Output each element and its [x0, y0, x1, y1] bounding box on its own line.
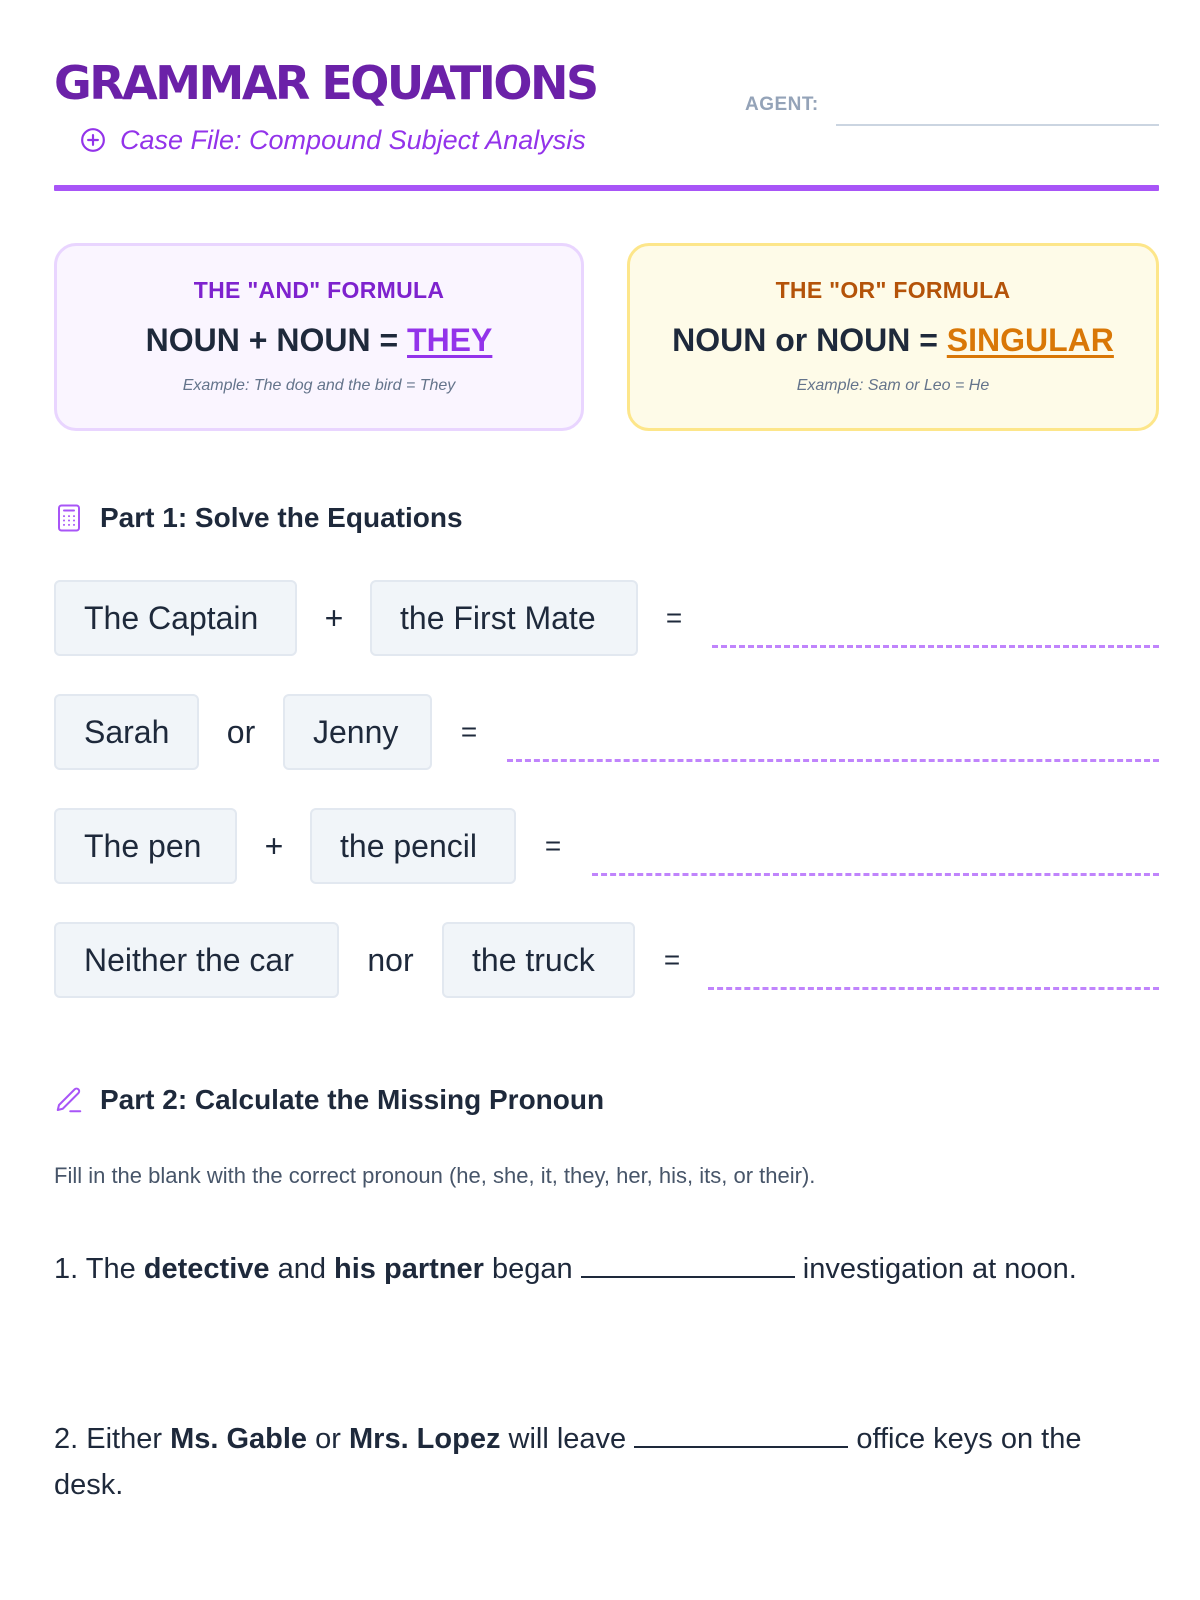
pronoun-blank[interactable] — [634, 1422, 848, 1448]
right-noun-chip: Jenny — [283, 694, 432, 770]
answer-blank[interactable] — [592, 873, 1159, 876]
and-equation-text: NOUN + NOUN = — [145, 322, 408, 358]
agent-label: AGENT: — [745, 94, 819, 115]
part2-heading — [54, 1080, 604, 1120]
header-divider — [54, 185, 1159, 191]
left-noun-chip: Neither the car — [54, 922, 339, 998]
and-formula-answer: THEY — [407, 322, 493, 358]
or-equation-text: NOUN or NOUN = — [672, 322, 947, 358]
question-number: 2. — [54, 1423, 79, 1455]
subject-noun: Mrs. Lopez — [349, 1423, 501, 1455]
pencil-icon — [54, 1085, 84, 1115]
or-operator: or — [226, 714, 256, 750]
right-noun-chip: the pencil — [310, 808, 516, 884]
question-number: 1. — [54, 1253, 79, 1285]
question-text: or — [315, 1423, 341, 1455]
pronoun-blank[interactable] — [581, 1252, 795, 1278]
plus-operator: + — [324, 600, 344, 636]
left-noun-chip: The Captain — [54, 580, 297, 656]
subject-noun: detective — [143, 1253, 270, 1285]
equals-sign: = — [460, 716, 478, 747]
and-formula-card — [54, 243, 584, 431]
part1-heading-text: Part 1: Solve the Equations — [100, 502, 463, 533]
equals-sign: = — [544, 830, 562, 861]
plus-circle-icon — [80, 127, 106, 153]
part1-heading — [54, 498, 463, 538]
or-formula-answer: SINGULAR — [946, 322, 1114, 358]
subject-noun: his partner — [334, 1253, 484, 1285]
page-title: GRAMMAR EQUATIONS — [54, 56, 597, 110]
question-text: will leave — [508, 1423, 627, 1455]
worksheet-page — [54, 0, 1159, 1600]
right-noun-chip: the First Mate — [370, 580, 638, 656]
or-formula-card — [627, 243, 1159, 431]
question-text: The — [85, 1253, 136, 1285]
equation-row — [54, 694, 1159, 770]
left-noun-chip: The pen — [54, 808, 237, 884]
part2-instructions: Fill in the blank with the correct pronoun (he, she, it, they, her, his, its, or their). — [54, 1163, 816, 1188]
question-text: Either — [86, 1423, 163, 1455]
subtitle-text: Case File: Compound Subject Analysis — [120, 124, 586, 155]
question-2 — [54, 1416, 1114, 1508]
and-formula-equation — [57, 322, 581, 359]
part2-heading-text: Part 2: Calculate the Missing Pronoun — [100, 1084, 605, 1115]
and-formula-example: Example: The dog and the bird = They — [182, 377, 456, 394]
equation-row — [54, 580, 1159, 656]
right-noun-chip: the truck — [442, 922, 635, 998]
answer-blank[interactable] — [507, 759, 1159, 762]
or-formula-example: Example: Sam or Leo = He — [796, 377, 990, 394]
equation-row — [54, 808, 1159, 884]
answer-blank[interactable] — [708, 987, 1159, 990]
or-formula-equation — [630, 322, 1156, 359]
question-text: office keys on the desk. — [54, 1423, 1082, 1501]
question-1 — [54, 1246, 1114, 1292]
question-text: investigation at noon. — [802, 1253, 1077, 1285]
plus-operator: + — [264, 828, 284, 864]
equals-sign: = — [663, 944, 681, 975]
question-text: and — [277, 1253, 326, 1285]
equals-sign: = — [665, 602, 683, 633]
question-text: began — [491, 1253, 573, 1285]
or-formula-title: THE "OR" FORMULA — [775, 277, 1011, 303]
subject-noun: Ms. Gable — [170, 1423, 308, 1455]
agent-name-field[interactable] — [836, 124, 1159, 126]
case-file-subtitle — [80, 122, 586, 158]
calculator-icon — [54, 503, 84, 533]
and-formula-title: THE "AND" FORMULA — [193, 277, 445, 303]
left-noun-chip: Sarah — [54, 694, 199, 770]
nor-operator: nor — [367, 942, 414, 978]
answer-blank[interactable] — [712, 645, 1159, 648]
equation-row — [54, 922, 1159, 998]
